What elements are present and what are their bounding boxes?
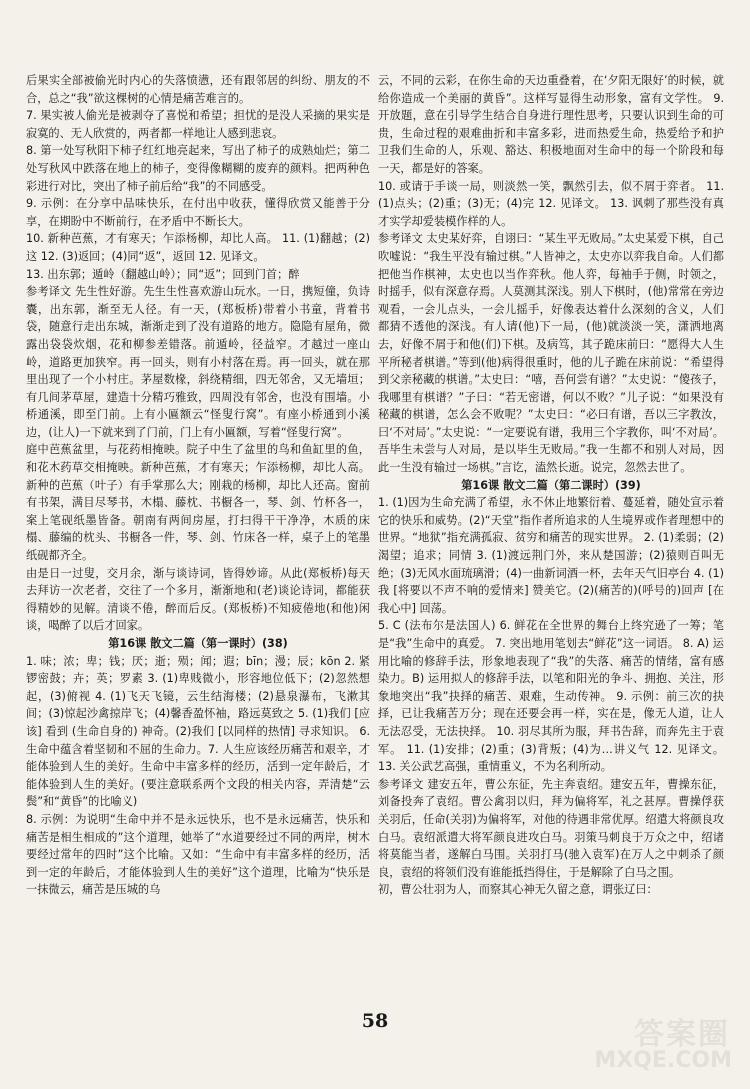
answer-paragraph: 8. 第一处写秋阳下柿子红红地亮起来，写出了柿子的成熟灿烂；第二处写秋风中跌落在地上的柿子，变得像糊糊的废弃的颜料。把两种色彩进行对比，突出了柿子前后给“我”的不同感受。 <box>26 144 370 193</box>
translation-paragraph: 由是日一过叟，交月余，渐与谈诗词，皆得妙谛。从此(郑板桥)每天去拜访一次老者，交往了一个多月，渐渐地和(老)谈论诗词，都能获得精妙的见解。清谈不倦，醉而后反。(郑板桥)不知疲倦地(和他)闲谈，喝醉了以后才回家。 <box>26 566 370 633</box>
answer-paragraph: 后果实全部被偷光时内心的失落愤懑，还有跟邻居的纠纷、朋友的不合，总之“我”欲这棵树的心情是痛苦难言的。 <box>26 74 370 105</box>
translation-paragraph: 庭中芭蕉盆里，与花药相掩映。院子中生了盆里的鸟和鱼缸里的鱼，和花木药草交相掩映。新种芭蕉，才有寒天；乍添杨柳，却比人高。新种的芭蕉（叶子）有手掌那么大；刚栽的杨柳，却比人还高。窗前有书架，满目尽琴书，木榻、藤枕、书橱各一，琴、剑、竹杯各一，案上笔砚纸墨皆备。朝南有两间房屋，打扫得干干净净，木质的床榻、藤编的枕头、书橱各一件，琴、剑、竹床各一样，桌子上的笔墨纸砚都齐全。 <box>26 443 370 563</box>
right-column <box>378 72 724 899</box>
translation-paragraph: 初，曹公壮羽为人，而察其心神无久留之意，谓张辽曰： <box>378 883 658 897</box>
answer-paragraph: 8. 示例：为说明“生命中并不是永远快乐，也不是永远痛苦，快乐和痛苦是相生相成的”这个道理，她举了“水道要经过不同的两岸，树木要经过常年的四时”这个比喻。又如：“生命中有丰富多样的经历，活到一定的年龄后，才能体验到人生的美好”这个道理，比喻为“快乐是一抹微云，痛苦是压城的乌 <box>26 812 370 897</box>
answer-paragraph: 1. (1)因为生命充满了希望，永不休止地繁衍着、蔓延着，随处宣示着它的快乐和威势。(2)“天堂”指作者所追求的人生境界或作者理想中的世界。“地狱”指充满孤寂、贫穷和痛苦的现实世界。 2. (1)柔弱；(2)渴望；追求；同情 3. (1)渡远荆门外，来从楚国游；(2)猿则百叫无绝；(3)无风水面琉璃滑；(4)一曲新词酒一杯，去年天气旧亭台 4. (1)我 [将要以不声不响的爱情来] 赞美它。(2)(痛苦的)(呼号的)回声 [在我心中] 回荡。 <box>378 496 724 615</box>
answer-paragraph: 10. 或请于手谈一局，则淡然一笑，飘然引去，似不屑于弈者。 11. (1)点头；(2)重；(3)无；(4)完 12. 见译文。 13. 讽刺了那些没有真才实学却爱装模作样的人。 <box>378 179 724 228</box>
translation-paragraph: 参考译文 太史某好弈，自诩曰：“某生平无败局。”太史某爱下棋，自己吹嘘说：“我生平没有输过棋。”人皆神之，太史亦以弈我自命。人们都把他当作棋神，太史也以当作弈秋。他人弈，每袖手于侧，时领之，时摇手，似有深意存焉。人莫测其深浅。别人下棋时，(他)常常在旁边观看，一会儿点头，一会儿摇手，好像表达着什么深刻的含义，人们都猜不透他的深浅。有人请(他)下一局，(他)就淡淡一笑，潇洒地离去，好像不屑于和他(们)下棋。及病笃，其子跪床前曰：“愿得大人生平所秘者棋谱。”等到(他)病得很重时，他的儿子跪在床前说：“希望得到父亲秘藏的棋谱。”太史曰：“嘻，吾何尝有谱？”太史说：“傻孩子，我哪里有棋谱？”子曰：“若无密谱，何以不败？”儿子说：“如果没有秘藏的棋谱，怎么会不败呢？”太史曰：“必曰有谱，吾以三字教汝，曰‘不对局’。”太史说：“一定要说有谱，我用三个字教你，叫‘不对局’。吾毕生未尝与人对局，是以毕生无败局。”我一生都不和别人对局，因此一生没有输过一场棋。”言讫，溘然长逝。说完，忽然去世了。 <box>378 232 724 475</box>
answer-paragraph: 云，不同的云彩，在你生命的天边重叠着，在‘夕阳无限好’的时候，就给你造成一个美丽的黄昏”。这样写显得生动形象，富有文学性。 9. 开放题，意在引导学生结合自身进行理性思考，只要认识到生命的可贵，生命过程的艰难曲折和丰富多彩，进而热爱生命，热爱给予和护卫我们生命的人，乐观、豁达、积极地面对生命中的每一个阶段和每一天，都是好的答案。 <box>378 74 724 175</box>
answer-paragraph: 13. 出东郭；遁岭（翻越山岭）；同“返”；回到门首；醉 <box>26 267 300 281</box>
watermark-url: MXQE.COM <box>594 1048 732 1073</box>
translation-paragraph: 参考译文 先生性好游。先生生性喜欢游山玩水。一日，携短僮，负诗囊，出东郭，渐至无人径。有一天，(郑板桥)带着小书童，背着书袋，随意行走出东城，渐渐走到了没有道路的地方。隐隐有屋角，微露出袋袋炊烟，花和柳参差错落。前遁岭，径益窄。才越过一座山岭，道路更加狭窄。再一回头，则有小村落在焉。再一回头，就在那里出现了一个小村庄。茅屋数椽，斜绕精细，四无邻舍，又无墙垣；有几间茅草屋，建造十分精巧雅致，四周没有邻舍，也没有围墙。小桥通溪，即至门前。上有小匾额云“怪叟行窝”。有座小桥通到小溪边，(让人)一下就来到了门前，门上有小匾额，写着“怪叟行窝”。 <box>26 285 370 439</box>
lesson-heading: 第16课 散文二篇（第二课时）(39) <box>461 478 641 492</box>
watermark-title: 答案圈 <box>634 1017 730 1052</box>
lesson-heading: 第16课 散文二篇（第一课时）(38) <box>108 637 288 650</box>
watermark-logo <box>596 1007 736 1075</box>
answer-paragraph: 1. 味；浓；卑；钱；厌；逝；殒；闻；遐；bīn；漫；辰；kōn 2. 紧锣密鼓；卉；英；罗素 3. (1)卑贱微小，形容地位低下；(2)忽然想起，(3)俯视 4. (1)飞天飞镜，云生结海楼；(2)悬泉瀑布，飞漱其间；(3)惊起沙禽掠岸飞；(4)馨香盈怀袖，路远莫致之 5. (1)我们 [应该] 看到 (生命自身的) 神奇。(2)我们 [以同样的热情] 寻求知识。 6. 生命中蕴含着坚韧和不屈的生命力。7. 人生应该经历痛苦和艰辛，才能体验到人生的美好。生命中丰富多样的经历，活到一定年龄后，才能体验到人生的美好。(要注意联系两个文段的相关内容，弄清楚“云鬓”和“黄昏”的比喻义) <box>26 654 370 809</box>
left-column <box>26 72 370 899</box>
answer-paragraph: 7. 果实被人偷光是被剥夺了喜悦和希望；担忧的是没人采摘的果实是寂寞的、无人欣赏的，两者都一样地让人感到悲哀。 <box>26 109 370 140</box>
answer-paragraph: 10. 新种芭蕉，才有寒天；乍添杨柳，却比人高。 11. (1)翻越；(2)这 12. (3)返回；(4)同“返”，返回 12. 见译文。 <box>26 232 370 263</box>
translation-paragraph: 参考译文 建安五年，曹公东征，先主奔袁绍。建安五年，曹操东征，刘备投奔了袁绍。曹公禽羽以归，拜为偏将军，礼之甚厚。曹操俘获关羽后，任命(关羽)为偏将军，对他的待遇非常优厚。绍遣大将颜良攻白马。袁绍派遣大将军颜良进攻白马。羽策马刺良于万众之中，绍诸将莫能当者，遂解白马围。关羽打马(驰入袁军)在万人之中刺杀了颜良，袁绍的将领们没有谁能抵挡得住，于是解除了白马之围。 <box>378 777 724 879</box>
answer-paragraph: 5. C (法布尔是法国人) 6. 鲜花在全世界的舞台上终究逊了一筹；笔是“我”生命中的真爱。 7. 突出地用笔划去“鲜花”这一词语。 8. A) 运用比喻的修辞手法，形象地表现了“我”的失落、痛苦的情绪，富有感染力。B) 运用拟人的修辞手法，以笔和阳光的争斗、拥抱、关注，形象地突出“我”抉择的痛苦、艰难，生动传神。 9. 示例：前三次的抉择，已让我痛苦万分；现在还要会再一样，实在是，像无人道，让人无法忍受，无法抉择。 10. 羽尽其所为服，拜书告辞，而奔先主于袁军。 11. (1)安排；(2)重；(3)背叛；(4)为…讲义气 12. 见译文。 13. 关公武艺高强，重情重义，不为名利所动。 <box>378 619 724 774</box>
page-number: 58 <box>361 1010 389 1032</box>
answer-paragraph: 9. 示例：在分享中品味快乐，在付出中收获，懂得欣赏又能善于分享，在期盼中不断前行，在矛盾中不断长大。 <box>26 197 370 228</box>
